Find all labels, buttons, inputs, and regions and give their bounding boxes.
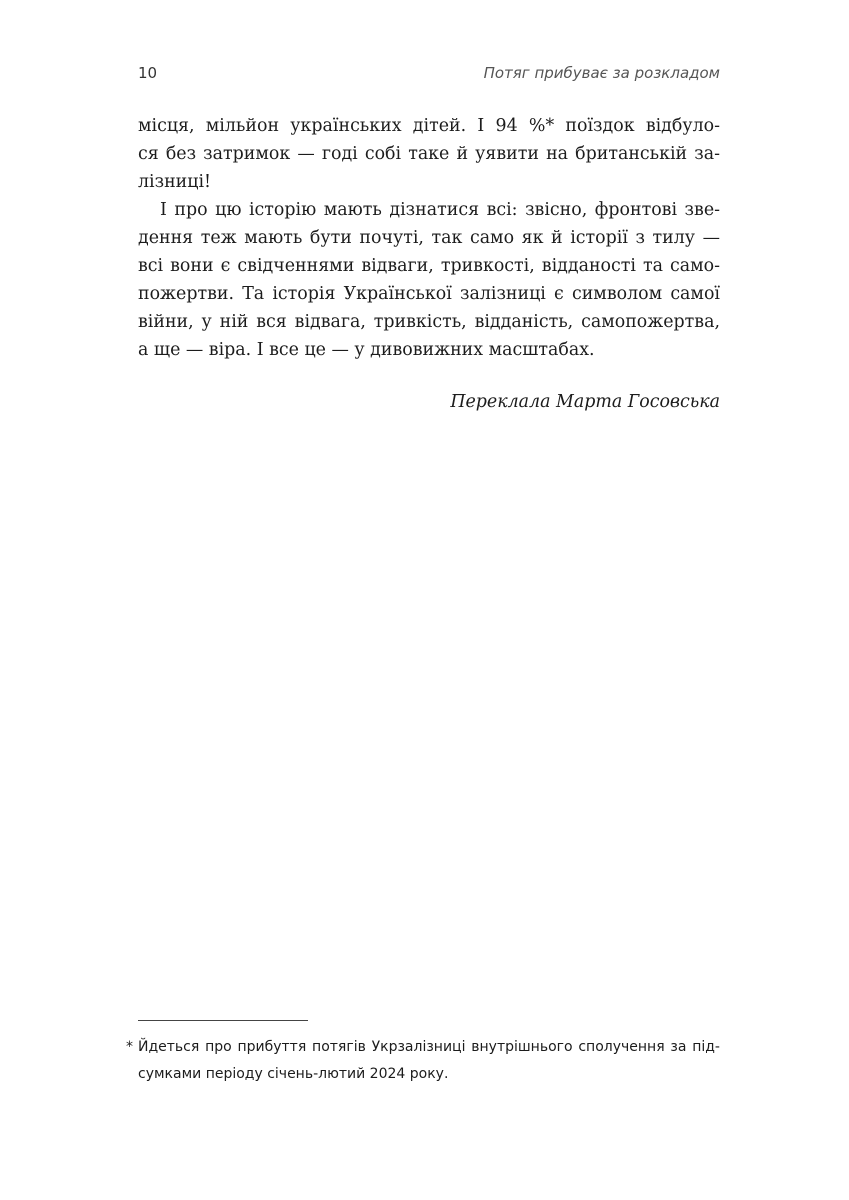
running-title: Потяг прибуває за розкладом xyxy=(483,64,720,82)
body-text xyxy=(138,112,720,364)
paragraph-line: пожертви. Та історія Української залізниці є символом самої xyxy=(138,284,720,304)
paragraph-line: дення теж мають бути почуті, так само як й історії з тилу — xyxy=(138,228,720,248)
paragraph-line: а ще — віра. І все це — у дивовижних масштабах. xyxy=(138,340,595,360)
running-head xyxy=(138,64,720,88)
footnote xyxy=(126,1034,720,1088)
paragraph-line: війни, у ній вся відвага, тривкість, відданість, самопожертва, xyxy=(138,312,720,332)
paragraph-line: І про цю історію мають дізнатися всі: звісно, фронтові зве- xyxy=(160,200,720,220)
paragraph-line: місця, мільйон українських дітей. І 94 %* поїздок відбуло- xyxy=(138,116,720,136)
footnote-line: Йдеться про прибуття потягів Укрзалізниці внутрішнього сполучення за під- xyxy=(138,1039,720,1055)
footnote-marker: * xyxy=(126,1039,133,1055)
footnote-divider xyxy=(138,1020,308,1021)
translator-attribution: Переклала Марта Госовська xyxy=(450,392,720,412)
paragraph-line: ся без затримок — годі собі таке й уявити на британській за- xyxy=(138,144,720,164)
page-number: 10 xyxy=(138,64,158,82)
paragraph-line: всі вони є свідченнями відваги, тривкості, відданості та само- xyxy=(138,256,720,276)
paragraph-line: лізниці! xyxy=(138,172,212,192)
footnote-line: сумками періоду січень-лютий 2024 року. xyxy=(138,1066,449,1082)
